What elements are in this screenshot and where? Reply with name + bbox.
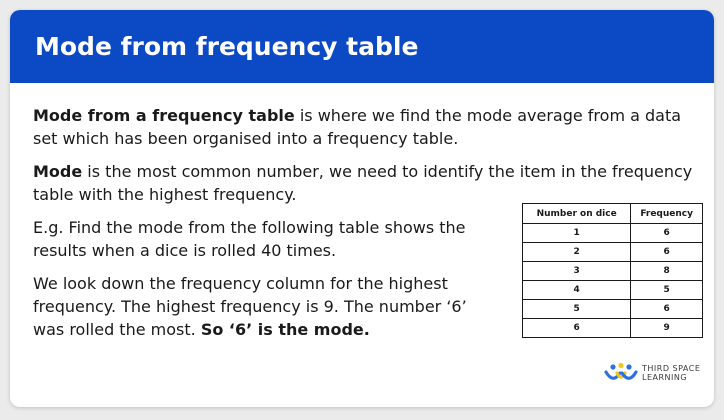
dice-value: 1: [523, 224, 631, 243]
dice-value: 3: [523, 262, 631, 281]
frequency-value: 5: [631, 281, 703, 300]
header-number-on-dice: Number on dice: [523, 204, 631, 224]
table-row: [523, 243, 703, 262]
dice-value: 2: [523, 243, 631, 262]
table-row: [523, 224, 703, 243]
solution-paragraph: [33, 272, 493, 341]
definition-text: is where we find the mode average from a data set which has been organised into a frequency table.: [33, 106, 682, 148]
header-frequency: Frequency: [631, 204, 703, 224]
dice-value: 5: [523, 300, 631, 319]
page-title: Mode from frequency table: [35, 32, 419, 61]
frequency-value: 6: [631, 300, 703, 319]
example-paragraph: E.g. Find the mode from the following table shows the results when a dice is rolled 40 times.: [33, 218, 466, 260]
frequency-value: 9: [631, 319, 703, 338]
logo-line-1: THIRD SPACE: [642, 364, 701, 373]
dice-value: 4: [523, 281, 631, 300]
mode-paragraph: [33, 160, 703, 206]
logo-icon: [604, 362, 638, 384]
table-header-row: [523, 204, 703, 224]
frequency-value: 6: [631, 243, 703, 262]
logo-wordmark: [642, 364, 700, 382]
mode-term: Mode: [33, 162, 83, 181]
table-row: [523, 262, 703, 281]
table-row: [523, 300, 703, 319]
dice-value: 6: [523, 319, 631, 338]
third-space-learning-logo: [604, 362, 700, 384]
header-bar: [10, 10, 714, 83]
solution-text: We look down the frequency column for the highest frequency. The highest frequency is 9. The number ‘6’ was rolled the most.: [33, 274, 467, 339]
frequency-table: [522, 203, 703, 338]
solution-answer: So ‘6’ is the mode.: [200, 320, 370, 339]
definition-paragraph: [33, 104, 703, 150]
table-row: [523, 281, 703, 300]
frequency-value: 6: [631, 224, 703, 243]
logo-line-2: LEARNING: [642, 373, 688, 382]
mode-text: is the most common number, we need to identify the item in the frequency table with the highest frequency.: [33, 162, 693, 204]
table-row: [523, 319, 703, 338]
slide-card: [10, 10, 714, 407]
frequency-value: 8: [631, 262, 703, 281]
definition-term: Mode from a frequency table: [33, 106, 295, 125]
